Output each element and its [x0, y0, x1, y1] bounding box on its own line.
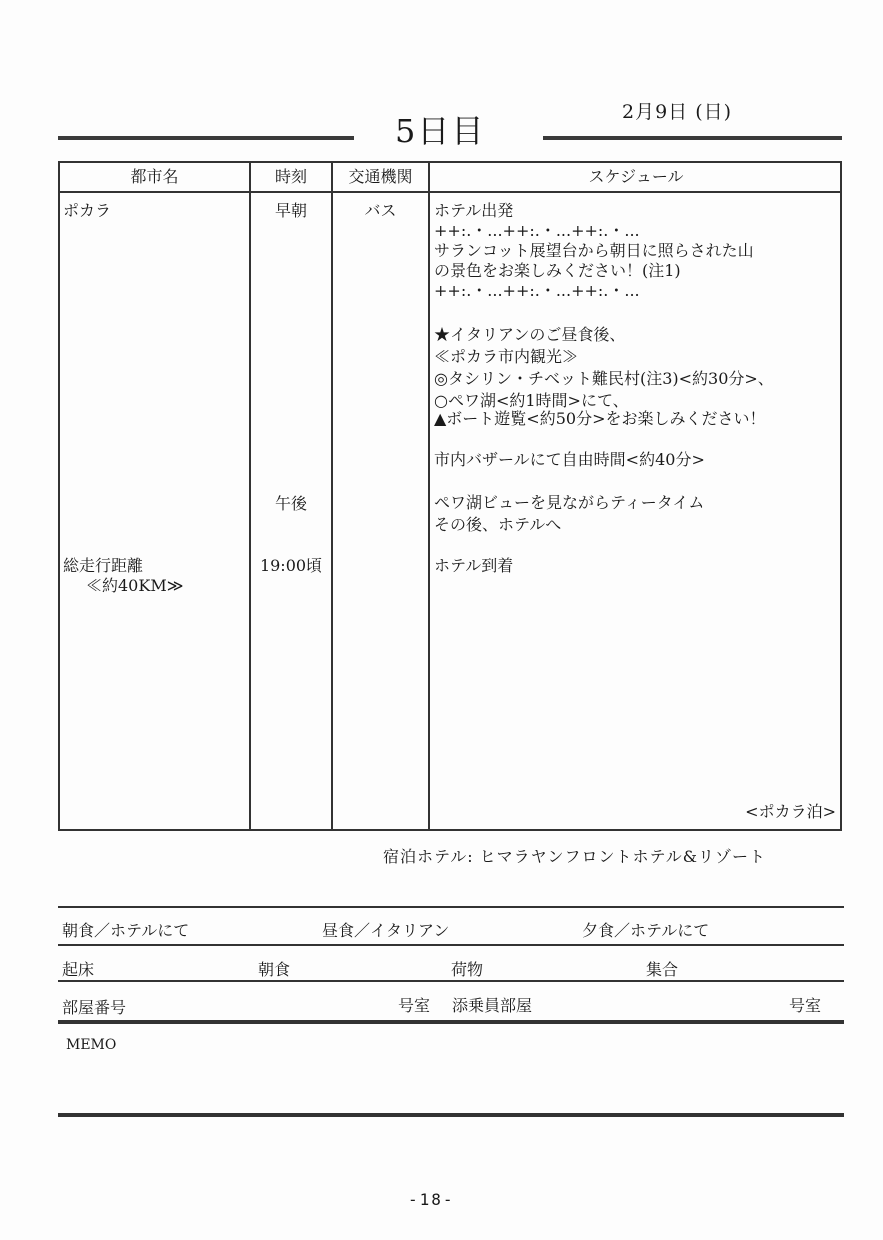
schedule-line: ○ペワ湖<約1時間>にて、 [434, 391, 629, 410]
luggage-label: 荷物 [451, 960, 484, 979]
wakeup-label: 起床 [62, 960, 95, 979]
meal-lunch: 昼食／イタリアン [322, 921, 450, 940]
day-title: 5日目 [395, 112, 486, 150]
schedule-line: ≪ポカラ市内観光≫ [434, 347, 579, 366]
schedule-line: その後、ホテルへ [434, 515, 562, 534]
distance-label: 総走行距離 [63, 556, 144, 575]
overnight-label: <ポカラ泊> [745, 802, 836, 821]
city-name: ポカラ [63, 201, 112, 220]
info-rule-thick [58, 1020, 844, 1024]
escort-room-suffix: 号室 [789, 996, 822, 1015]
schedule-line: ★イタリアンのご昼食後、 [434, 325, 626, 344]
column-header-city: 都市名 [130, 167, 179, 186]
schedule-table [58, 161, 842, 831]
room-suffix: 号室 [398, 996, 431, 1015]
column-divider [428, 163, 430, 829]
time-arrival: 19:00頃 [259, 556, 323, 575]
page-number: -18- [408, 1190, 455, 1209]
column-divider [331, 163, 333, 829]
memo-rule-bottom [58, 1113, 844, 1117]
schedule-line: の景色をお楽しみください！(注1) [434, 261, 681, 280]
room-number-label: 部屋番号 [62, 998, 127, 1017]
schedule-line: サランコット展望台から朝日に照らされた山 [434, 241, 754, 260]
column-header-time: 時刻 [274, 167, 307, 186]
time-early-morning: 早朝 [274, 201, 307, 220]
meal-breakfast: 朝食／ホテルにて [62, 921, 190, 940]
column-header-transport: 交通機関 [348, 167, 413, 186]
info-rule-top [58, 906, 844, 908]
time-afternoon: 午後 [274, 494, 307, 513]
memo-label: MEMO [66, 1037, 117, 1053]
schedule-line: ホテル到着 [434, 556, 514, 575]
schedule-line: ペワ湖ビューを見ながらティータイム [434, 493, 705, 512]
header-divider [60, 191, 840, 193]
schedule-line: 市内バザールにて自由時間<約40分> [434, 450, 705, 469]
schedule-line: ホテル出発 [434, 201, 514, 220]
schedule-line: ++:.・...++:.・...++:.・... [434, 221, 640, 240]
schedule-line: ◎タシリン・チベット難民村(注3)<約30分>、 [434, 369, 774, 388]
info-rule [58, 980, 844, 982]
meal-dinner: 夕食／ホテルにて [582, 921, 710, 940]
column-header-schedule: スケジュール [588, 167, 684, 186]
breakfast-time-label: 朝食 [258, 960, 291, 979]
header-rule-right [543, 136, 842, 140]
transport-bus: バス [364, 201, 397, 220]
info-rule [58, 944, 844, 946]
escort-room-label: 添乗員部屋 [452, 996, 533, 1015]
hotel-name: 宿泊ホテル: ヒマラヤンフロントホテル&リゾート [383, 847, 766, 866]
schedule-line: ++:.・...++:.・...++:.・... [434, 281, 640, 300]
header-rule-left [58, 136, 354, 140]
distance-value: ≪約40KM≫ [86, 576, 184, 595]
day-date: 2月9日 (日) [622, 101, 733, 123]
meeting-label: 集合 [646, 960, 679, 979]
schedule-line: ▲ボート遊覧<約50分>をお楽しみください！ [434, 409, 766, 428]
